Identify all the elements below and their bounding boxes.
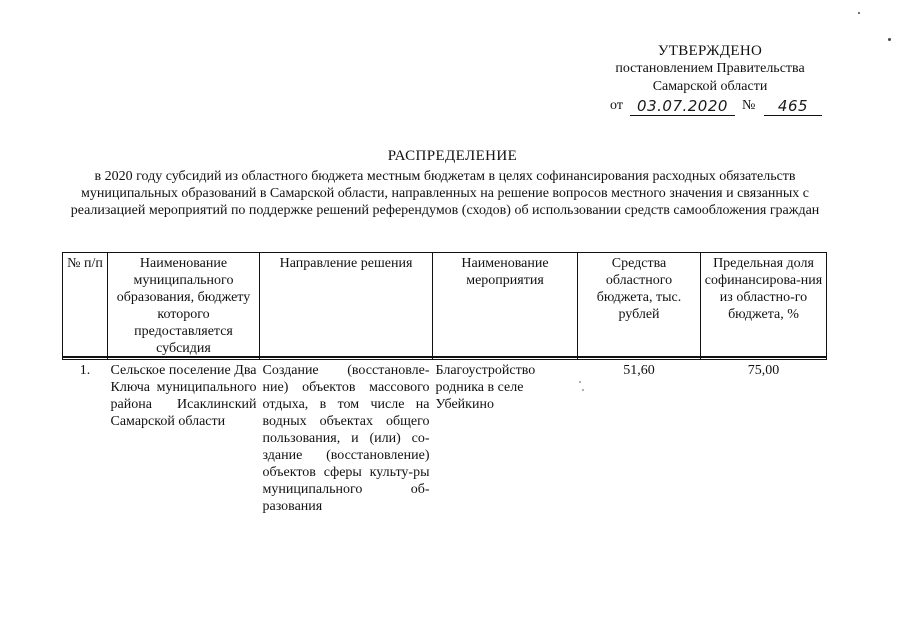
cell-share: 75,00 <box>747 363 780 378</box>
number-label: № <box>742 98 756 113</box>
header-num: № п/п <box>63 253 108 360</box>
date-prefix: от <box>610 98 623 113</box>
scan-speck <box>579 381 581 383</box>
table-header-row <box>63 253 827 360</box>
cell-direction: Создание (восстановле-ние) объектов массового отдыха, в том числе на водных объектах общего пользования, и (или) со-здание (восстановление) объектов сферы культу-ры муниципального об-разования <box>262 363 430 514</box>
approved-label: УТВЕРЖДЕНО <box>657 43 763 59</box>
header-direction: Направление решения <box>260 253 433 360</box>
header-event: Наименование мероприятия <box>433 253 578 360</box>
table-row <box>63 360 827 518</box>
approval-line-2: Самарской области <box>652 79 768 94</box>
approval-line-1: постановлением Правительства <box>615 61 805 76</box>
cell-event: Благоустройство родника в селе Убейкино <box>435 363 536 412</box>
cell-funds: 51,60 <box>623 363 655 378</box>
number-value: 465 <box>764 97 822 116</box>
header-bottom-rule <box>62 356 826 358</box>
approval-stamp <box>560 42 860 118</box>
scan-speck <box>888 38 891 41</box>
header-municipality: Наименование муниципального образования, бюджету которого предоставляется субсидия <box>108 253 260 360</box>
header-funds: Средства областного бюджета, тыс. рублей <box>578 253 701 360</box>
document-title: РАСПРЕДЕЛЕНИЕ <box>387 148 518 164</box>
cell-num: 1. <box>79 363 91 378</box>
date-value: 03.07.2020 <box>630 97 735 116</box>
cell-municipality: Сельское поселение Два Ключа муниципального района Исаклинский Самарской области <box>110 363 257 429</box>
document-subtitle: в 2020 году субсидий из областного бюджета местным бюджетам в целях софинансирования расходных обязательств муниципальных образований в Самарской области, направленных на решение вопросов местного значения и связанных с реализацией мероприятий по поддержке решений референдумов (сходов) об использовании средств самообложения граждан <box>70 169 820 218</box>
header-share: Предельная доля софинансирова-ния из областно-го бюджета, % <box>701 253 827 360</box>
scan-speck <box>858 12 860 14</box>
distribution-table <box>62 252 827 517</box>
scan-speck <box>582 389 584 391</box>
approval-date-line <box>560 96 860 118</box>
